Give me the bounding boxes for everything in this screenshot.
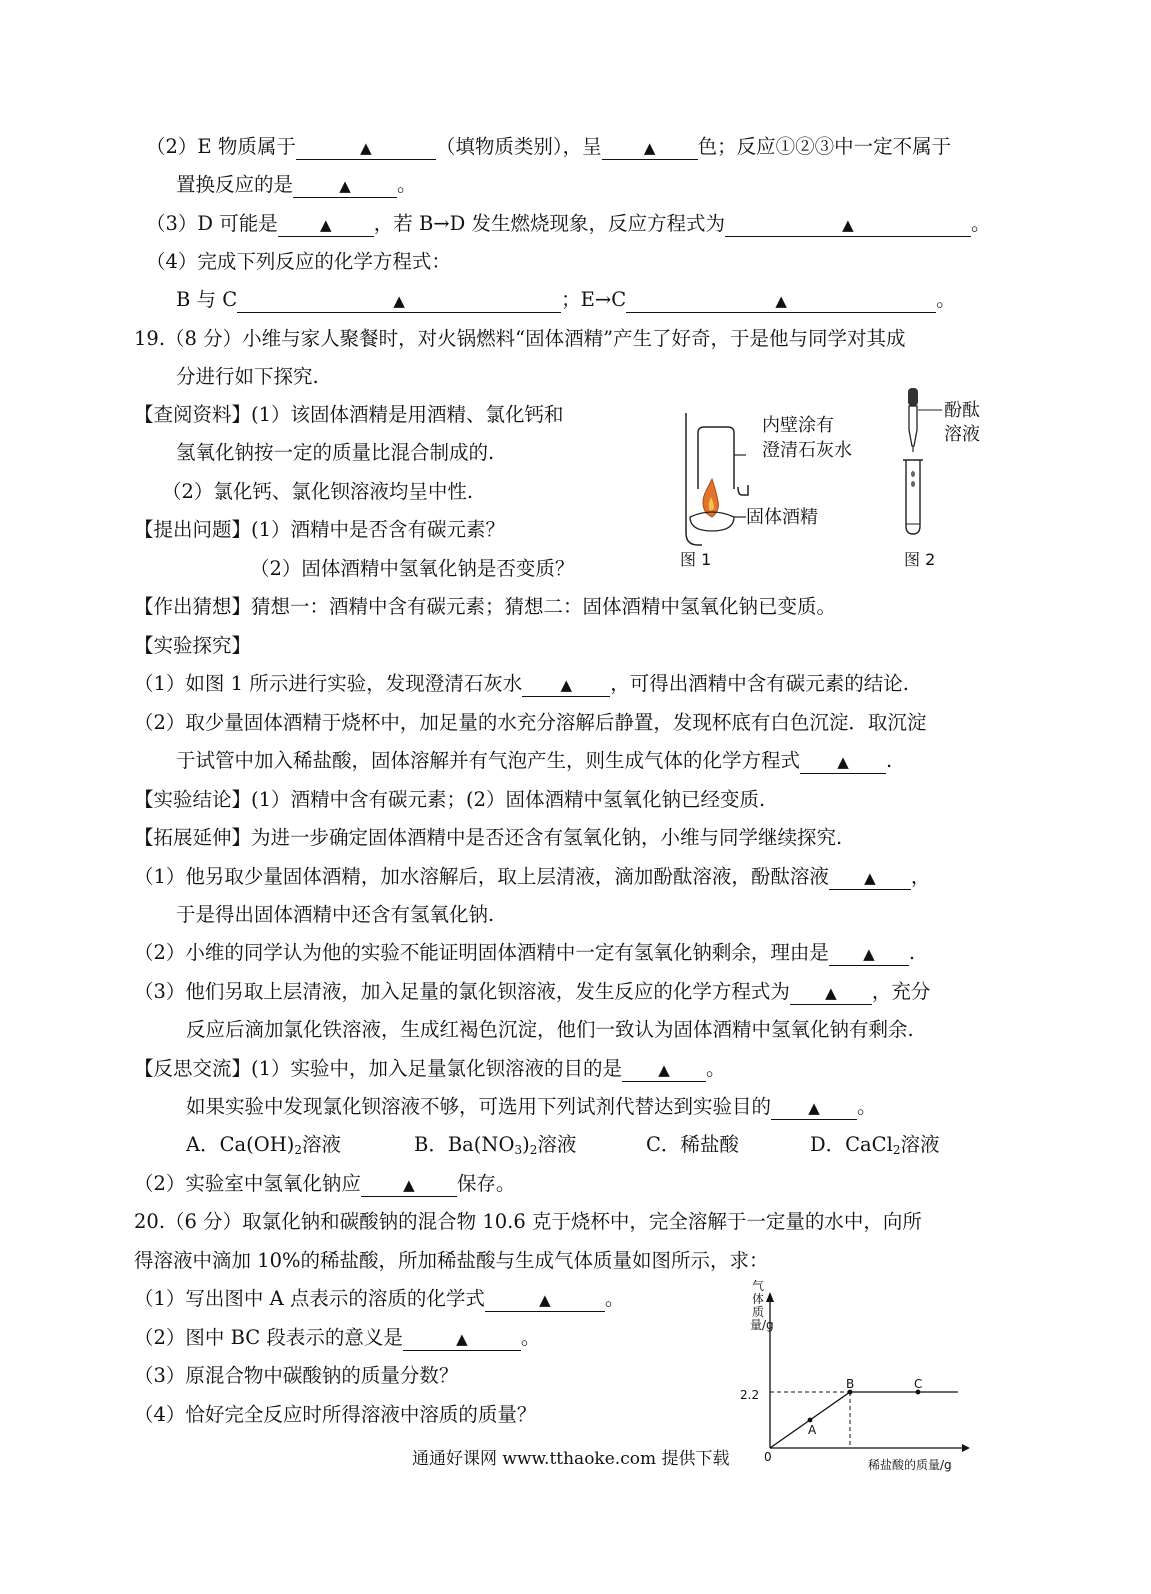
q19-ext2 <box>134 940 915 966</box>
q18-text: 置换反应的是 <box>176 173 294 196</box>
q19-text: （2）小维的同学认为他的实验不能证明固体酒精中一定有氢氧化钠剩余，理由是 <box>134 941 829 964</box>
q18-text: 。 <box>970 212 991 235</box>
fig1-label-limewater: 澄清石灰水 <box>762 440 852 461</box>
q19-ext3-line2: 反应后滴加氯化铁溶液，生成红褐色沉淀，他们一致认为固体酒精中氢氧化钠有剩余. <box>186 1018 914 1041</box>
q20-text: （1）写出图中 A 点表示的溶质的化学式 <box>134 1287 485 1310</box>
answer-blank[interactable]: ▲ <box>602 136 698 160</box>
q19-ext3-line1 <box>134 979 930 1005</box>
answer-blank[interactable]: ▲ <box>403 1327 521 1351</box>
footer: 通通好课网 www.tthaoke.com 提供下载 <box>412 1449 730 1469</box>
q18-part2-line1 <box>146 134 951 160</box>
option-d[interactable]: D．CaCl$_2$溶液 <box>810 1133 940 1157</box>
q19-ext1-line1 <box>134 864 930 890</box>
q18-part4: （4）完成下列反应的化学方程式： <box>146 250 451 273</box>
q18-text: （3）D 可能是 <box>146 212 278 235</box>
fig1-label-coated: 内壁涂有 <box>762 415 834 436</box>
q18-text: ；E→C <box>561 288 627 311</box>
fig2-caption: 图 2 <box>904 550 936 569</box>
q20-sub3: （3）原混合物中碳酸钠的质量分数？ <box>134 1364 459 1387</box>
fig2-label-phenolphthalein: 酚酞 <box>944 400 980 421</box>
q19-heading: 19.（8 分）小维与家人聚餐时，对火锅燃料“固体酒精”产生了好奇，于是他与同学对其成 <box>134 327 906 350</box>
q19-text: 保存。 <box>456 1172 516 1195</box>
q20-sub2 <box>134 1325 540 1351</box>
x-axis-arrow <box>962 1444 970 1452</box>
q19-heading-cont: 分进行如下探究. <box>176 365 319 388</box>
q18-part4-equations <box>176 287 956 313</box>
q19-ref3: （2）氯化钙、氯化钡溶液均呈中性. <box>162 480 474 503</box>
option-c[interactable]: C．稀盐酸 <box>646 1133 739 1156</box>
fig1-caption: 图 1 <box>680 550 712 569</box>
q19-text: ，可得出酒精中含有碳元素的结论. <box>610 672 909 695</box>
q20-sub4: （4）恰好完全反应时所得溶液中溶质的质量？ <box>134 1403 537 1426</box>
answer-blank[interactable]: ▲ <box>622 1058 706 1082</box>
q19-text: ， <box>910 865 931 888</box>
chart-svg <box>740 1280 980 1480</box>
q19-text: 。 <box>706 1057 726 1080</box>
answer-blank[interactable]: ▲ <box>771 1096 857 1120</box>
q19-extension: 【拓展延伸】为进一步确定固体酒精中是否还含有氢氧化钠，小维与同学继续探究. <box>134 826 843 849</box>
q19-exp2-line2 <box>176 748 892 774</box>
q20-heading: 20.（6 分）取氯化钠和碳酸钠的混合物 10.6 克于烧杯中，完全溶解于一定量的水中，向所 <box>134 1210 922 1233</box>
q19-text: （1）他另取少量固体酒精，加水溶解后，取上层清液，滴加酚酞溶液，酚酞溶液 <box>134 865 829 888</box>
origin-label: 0 <box>764 1450 772 1464</box>
q18-text: 。 <box>397 173 417 196</box>
q19-ref2: 氢氧化钠按一定的质量比混合制成的. <box>176 441 495 464</box>
answer-blank[interactable]: ▲ <box>237 289 561 313</box>
x-axis-label: 稀盐酸的质量/g <box>868 1458 952 1472</box>
figure-2 <box>898 386 1008 576</box>
option-a[interactable]: A．$Ca(OH)_2$溶液 <box>186 1133 341 1157</box>
q19-experiment-heading: 【实验探究】 <box>134 634 252 657</box>
q19-text: 【反思交流】(1）实验中，加入足量氯化钡溶液的目的是 <box>134 1057 623 1080</box>
q20-text: 。 <box>520 1326 541 1349</box>
answer-blank[interactable]: ▲ <box>293 174 397 198</box>
q18-text: ，若 B→D 发生燃烧现象，反应方程式为 <box>373 212 725 235</box>
y-axis-arrow <box>766 1292 774 1302</box>
answer-blank[interactable]: ▲ <box>522 673 610 697</box>
y-axis-label: 气体质量/g <box>750 1279 774 1332</box>
q19-text: ，充分 <box>871 980 931 1003</box>
q19-text: （2）实验室中氢氧化钠应 <box>134 1172 361 1195</box>
q19-text: 于试管中加入稀盐酸，固体溶解并有气泡产生，则生成气体的化学方程式 <box>176 749 801 772</box>
q19-ext1-line2: 于是得出固体酒精中还含有氢氧化钠. <box>176 903 495 926</box>
q19-text: （1）如图 1 所示进行实验，发现澄清石灰水 <box>134 672 523 695</box>
q19-text: . <box>886 749 893 772</box>
answer-blank[interactable]: ▲ <box>296 136 436 160</box>
q19-hypothesis: 【作出猜想】猜想一：酒精中含有碳元素；猜想二：固体酒精中氢氧化钠已变质。 <box>134 595 837 618</box>
answer-blank[interactable]: ▲ <box>485 1288 605 1312</box>
q18-text: 。 <box>936 288 956 311</box>
q18-part3 <box>146 211 990 237</box>
q18-text: 色；反应①②③中一定不属于 <box>697 135 952 158</box>
q18-text: （填物质类别），呈 <box>435 135 602 158</box>
q19-text: 。 <box>857 1095 877 1118</box>
q19-question1: 【提出问题】(1）酒精中是否含有碳元素？ <box>134 518 506 541</box>
q20-sub1 <box>134 1286 624 1312</box>
answer-blank[interactable]: ▲ <box>725 213 971 237</box>
answer-blank[interactable]: ▲ <box>790 981 872 1005</box>
figure-1 <box>676 405 876 575</box>
answer-blank[interactable]: ▲ <box>278 213 374 237</box>
q20-text: （2）图中 BC 段表示的意义是 <box>134 1326 403 1349</box>
point-a-label: A <box>808 1423 817 1437</box>
point-c-label: C <box>914 1377 923 1391</box>
answer-blank[interactable]: ▲ <box>800 750 886 774</box>
answer-blank[interactable]: ▲ <box>626 289 936 313</box>
answer-blank[interactable]: ▲ <box>829 942 909 966</box>
option-b[interactable]: B．$Ba(NO_3)_2$溶液 <box>414 1133 577 1157</box>
q20-text: 。 <box>604 1287 625 1310</box>
q19-question2: （2）固体酒精中氢氧化钠是否变质？ <box>250 557 575 580</box>
q19-ref1: 【查阅资料】(1）该固体酒精是用酒精、氯化钙和 <box>134 403 564 426</box>
fig2-label-solution: 溶液 <box>944 424 980 445</box>
q19-exp1 <box>134 671 909 697</box>
q19-text: （3）他们另取上层清液，加入足量的氯化钡溶液，发生反应的化学方程式为 <box>134 980 790 1003</box>
point-a <box>808 1418 813 1423</box>
y-tick-label: 2.2 <box>740 1388 760 1402</box>
q18-part2-line2 <box>176 172 417 198</box>
point-b-label: B <box>846 1377 855 1391</box>
q19-exp2-line1: （2）取少量固体酒精于烧杯中，加足量的水充分溶解后静置，发现杯底有白色沉淀．取沉淀 <box>134 711 927 734</box>
q20-heading-cont: 得溶液中滴加 10%的稀盐酸，所加稀盐酸与生成气体质量如图所示，求： <box>134 1249 769 1272</box>
q18-text: B 与 C <box>176 288 238 311</box>
q19-reflect1-alt <box>186 1094 877 1120</box>
q19-reflect1 <box>134 1056 726 1082</box>
answer-blank[interactable]: ▲ <box>361 1173 457 1197</box>
gas-mass-chart <box>740 1280 980 1480</box>
fig1-label-solid-alcohol: 固体酒精 <box>746 507 818 528</box>
q18-text: （2）E 物质属于 <box>146 135 296 158</box>
answer-blank[interactable]: ▲ <box>829 866 911 890</box>
q19-reflect2 <box>134 1171 515 1197</box>
q19-text: . <box>908 941 916 964</box>
q19-conclusion: 【实验结论】(1）酒精中含有碳元素；(2）固体酒精中氢氧化钠已经变质. <box>134 788 766 811</box>
q19-text: 如果实验中发现氯化钡溶液不够，可选用下列试剂代替达到实验目的 <box>186 1095 772 1118</box>
